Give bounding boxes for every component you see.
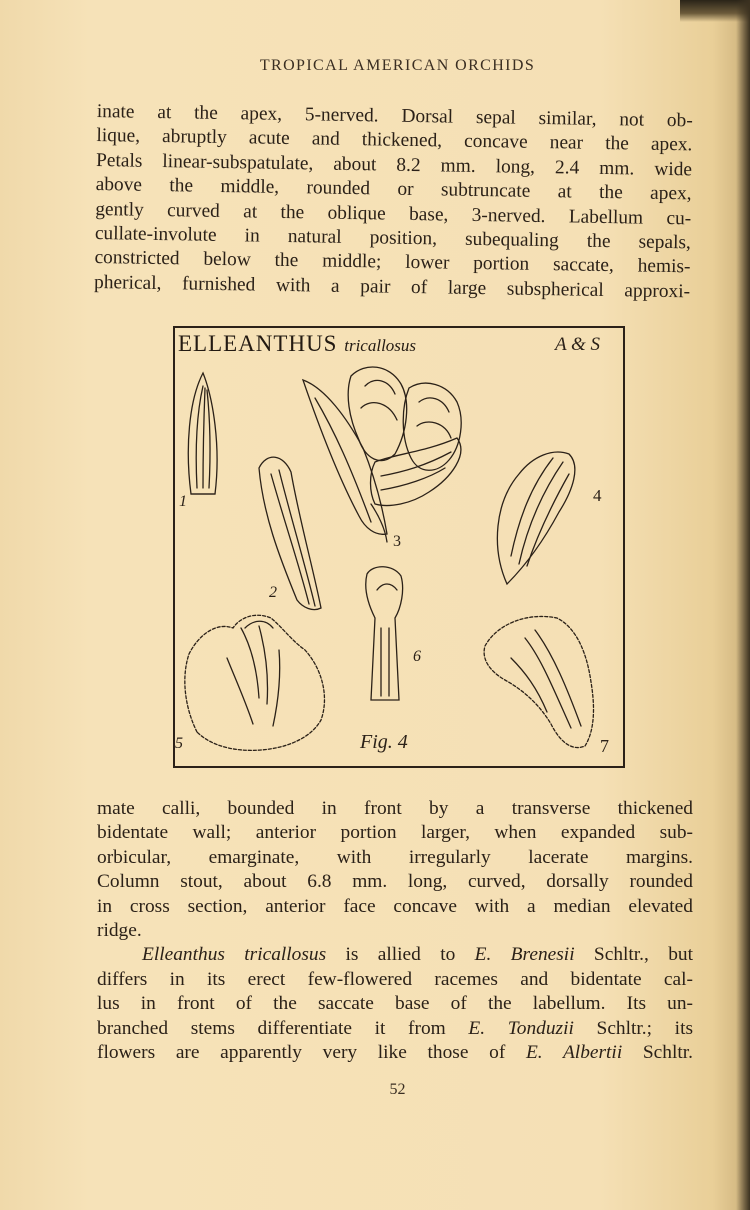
part-label-6: 6 — [413, 648, 421, 665]
drawing-part-1 — [188, 373, 217, 494]
text-line: pherical, furnished with a pair of large subspherical approxi- — [93, 271, 691, 303]
figure-species: tricallosus — [344, 336, 417, 355]
text-line: lus in front of the saccate base of the labellum. Its un- — [97, 993, 693, 1015]
text-line: lique, abruptly acute and thickened, concave near the apex. — [96, 125, 693, 156]
text-run: Schltr. — [622, 1042, 693, 1064]
text-line: differs in its erect few-flowered racemes and bidentate cal- — [97, 968, 693, 990]
part-label-5: 5 — [175, 735, 183, 752]
species-name: E. Brenesii — [474, 944, 575, 966]
text-line — [97, 1017, 693, 1041]
drawing-part-3 — [303, 367, 461, 542]
running-head: TROPICAL AMERICAN ORCHIDS — [259, 57, 536, 74]
figure-initials: A & S — [555, 334, 601, 355]
species-name: E. Albertii — [525, 1042, 623, 1064]
drawing-part-6 — [366, 567, 403, 700]
text-line: Column stout, about 6.8 mm. long, curved, dorsally rounded — [97, 871, 693, 893]
text-line — [97, 1041, 693, 1065]
part-label-4: 4 — [593, 486, 602, 505]
species-name: Elleanthus tricallosus — [142, 944, 327, 966]
text-line: Petals linear-subspatulate, about 8.2 mm. long, 2.4 mm. wide — [95, 149, 693, 181]
part-label-2: 2 — [269, 584, 277, 601]
page-number: 52 — [389, 1081, 406, 1098]
part-label-1: 1 — [179, 493, 187, 510]
text-line: constricted below the middle; lower portion saccate, hemis- — [94, 247, 691, 278]
drawing-part-5 — [185, 615, 325, 750]
part-label-7: 7 — [600, 736, 609, 756]
figure-caption: Fig. 4 — [360, 731, 408, 753]
page-edge-shadow-right — [736, 0, 750, 1210]
text-run: branched stems differentiate it from — [97, 1017, 469, 1039]
text-line — [97, 943, 693, 967]
botanical-figure — [173, 326, 625, 768]
text-line: cullate-involute in natural position, subequaling the sepals, — [94, 223, 691, 254]
figure-genus: ELLEANTHUS — [178, 331, 338, 356]
figure-title — [178, 331, 416, 357]
text-line: bidentate wall; anterior portion larger, when expanded sub- — [97, 822, 693, 844]
text-line: orbicular, emarginate, with irregularly lacerate margins. — [97, 846, 693, 868]
text-run: Schltr., but — [574, 944, 693, 966]
text-line: ridge. — [97, 920, 142, 942]
text-line: gently curved at the oblique base, 3-nerved. Labellum cu- — [95, 198, 692, 229]
species-name: E. Tonduzii — [468, 1017, 574, 1039]
text-line: mate calli, bounded in front by a transverse thickened — [97, 798, 693, 819]
text-run: flowers are apparently very like those of — [97, 1042, 526, 1064]
paragraph-1 — [94, 100, 693, 305]
text-run: Schltr.; its — [573, 1017, 694, 1039]
part-label-3: 3 — [393, 533, 401, 550]
drawing-part-7 — [484, 616, 593, 747]
text-line: inate at the apex, 5-nerved. Dorsal sepal similar, not ob- — [96, 100, 693, 132]
paragraph-2 — [97, 797, 693, 1065]
drawing-part-4 — [497, 452, 574, 584]
text-line: above the middle, rounded or subtruncate at the apex, — [95, 174, 692, 205]
text-run: is allied to — [326, 944, 475, 966]
text-line: in cross section, anterior face concave with a median elevated — [97, 895, 693, 917]
